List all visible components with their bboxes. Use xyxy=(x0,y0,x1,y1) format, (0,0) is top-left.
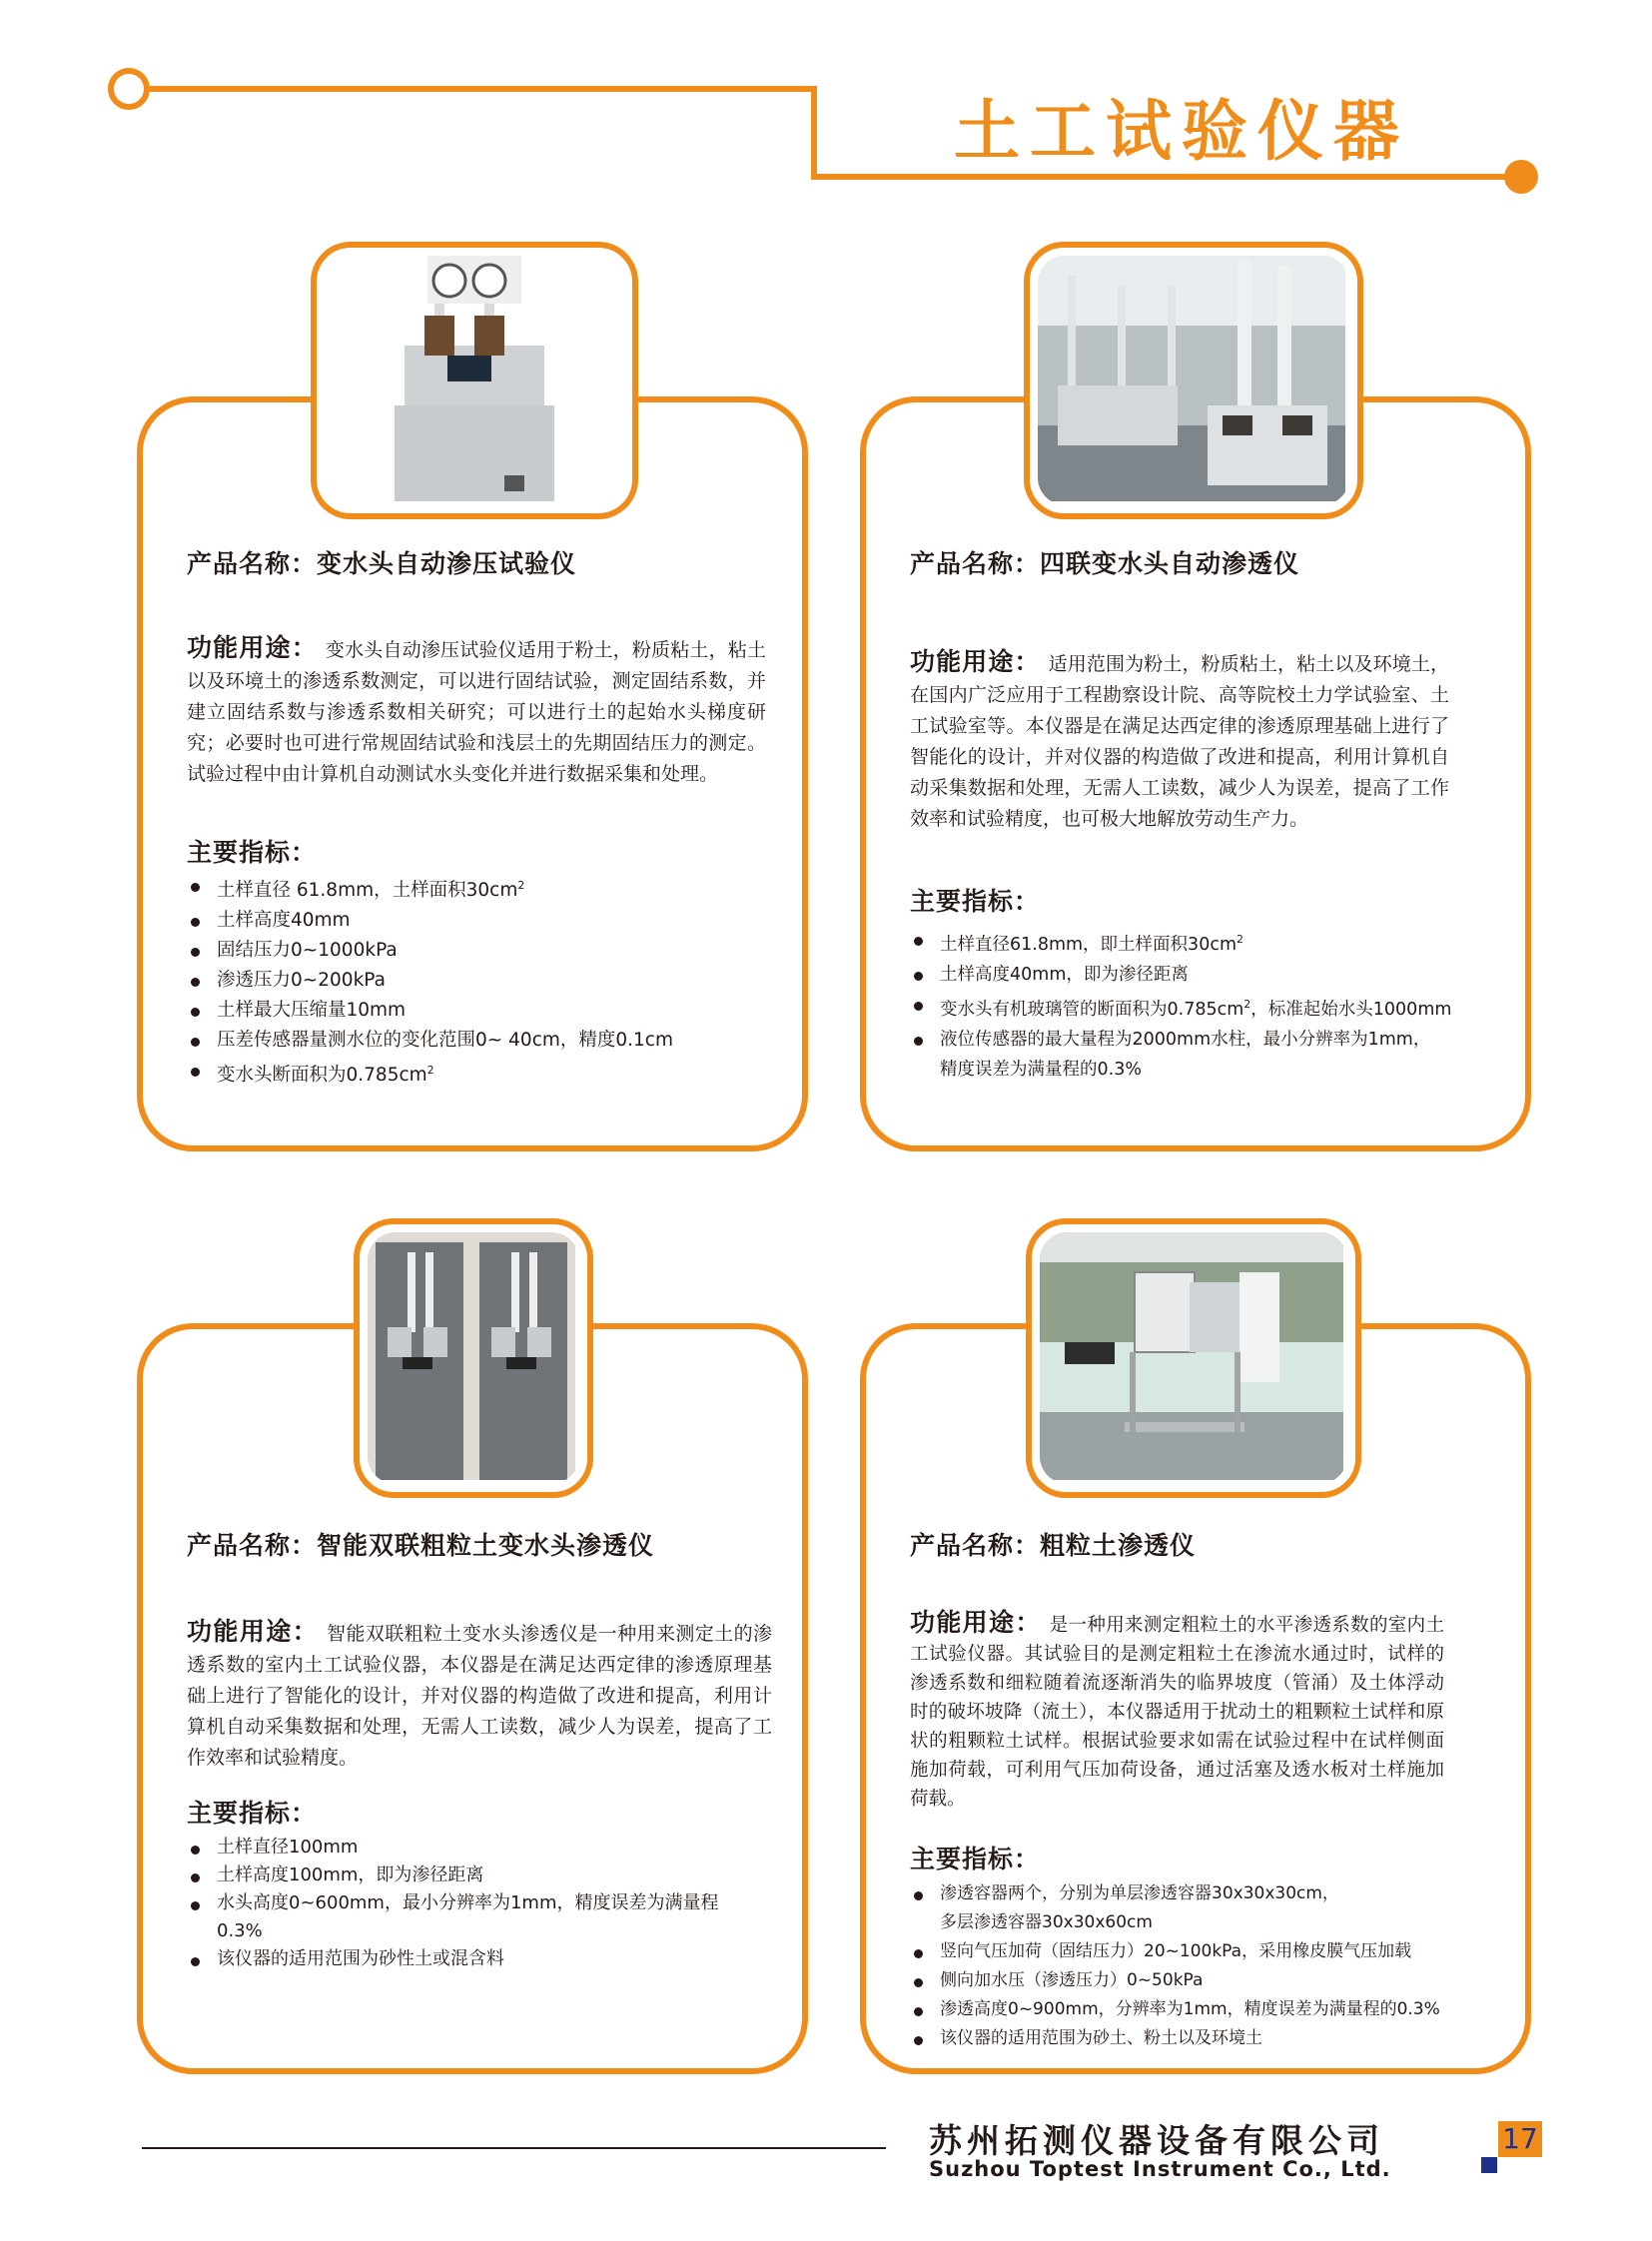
product-function-3 xyxy=(187,1616,772,1774)
header-ring-icon xyxy=(108,68,150,110)
page-number: 17 xyxy=(1498,2121,1542,2157)
specs-list-4 xyxy=(910,1879,1509,2053)
header-line-vertical xyxy=(811,86,817,180)
specs-list-3 xyxy=(187,1834,776,1973)
function-label-4: 功能用途： xyxy=(910,1608,1042,1637)
spec-item: 土样直径100mm xyxy=(187,1834,776,1862)
spec-item: 竖向气压加荷（固结压力）20~100kPa，采用橡皮膜气压加载 xyxy=(910,1937,1509,1966)
spec-item: 固结压力0~1000kPa xyxy=(187,936,776,966)
spec-item: 土样高度40mm，即为渗径距离 xyxy=(910,960,1509,990)
product-photo-2 xyxy=(1038,256,1349,505)
product-name-1: 产品名称：变水头自动渗压试验仪 xyxy=(187,549,577,578)
spec-item: 土样直径 61.8mm，土样面积$30cm^2$ xyxy=(187,871,776,906)
product-name-3: 产品名称：智能双联粗粒土变水头渗透仪 xyxy=(187,1531,655,1560)
spec-item: 渗透容器两个，分别为单层渗透容器30x30x30cm， 多层渗透容器30x30x60cm xyxy=(910,1879,1509,1937)
spec-item: 该仪器的适用范围为砂土、粉土以及环境土 xyxy=(910,2024,1509,2053)
page-marker-icon xyxy=(1481,2157,1497,2173)
specs-title-2: 主要指标： xyxy=(910,887,1041,916)
product-photo-frame-4 xyxy=(1026,1218,1361,1498)
company-name-cn: 苏州拓测仪器设备有限公司 xyxy=(929,2121,1384,2160)
function-label-2: 功能用途： xyxy=(910,647,1041,676)
specs-title-4: 主要指标： xyxy=(910,1845,1041,1873)
specs-list-2 xyxy=(910,925,1509,1085)
function-text-1: 变水头自动渗压试验仪适用于粉土，粉质粘土，粘土以及环境土的渗透系数测定，可以进行固结试验，测定固结系数，并建立固结系数与渗透系数相关研究；可以进行土的起始水头梯度研究；必要时也可进行常规固结试验和浅层土的先期固结压力的测定。试验过程中由计算机自动测试水头变化并进行数据采集和处理。 xyxy=(187,639,766,785)
spec-item: 渗透压力0~200kPa xyxy=(187,966,776,996)
spec-item: 变水头断面积为$0.785cm^2$ xyxy=(187,1056,776,1091)
spec-item: 水头高度0~600mm，最小分辨率为1mm，精度误差为满量程 0.3% xyxy=(187,1889,776,1945)
product-function-1 xyxy=(187,632,766,790)
spec-item: 土样直径61.8mm，即土样面积$30cm^2$ xyxy=(910,925,1509,960)
spec-item: 变水头有机玻璃管的断面积为$0.785cm^2$，标准起始水头1000mm xyxy=(910,990,1509,1025)
header-line-top xyxy=(150,86,814,92)
product-name-2: 产品名称：四联变水头自动渗透仪 xyxy=(910,549,1300,578)
product-photo-1 xyxy=(325,256,624,505)
product-name-4: 产品名称：粗粒土渗透仪 xyxy=(910,1531,1197,1560)
spec-item: 土样高度40mm xyxy=(187,906,776,936)
company-name-en: Suzhou Toptest Instrument Co., Ltd. xyxy=(929,2157,1391,2181)
product-function-2 xyxy=(910,646,1449,835)
product-photo-frame-1 xyxy=(311,242,638,519)
product-photo-frame-2 xyxy=(1024,242,1363,519)
product-photo-frame-3 xyxy=(354,1218,593,1498)
spec-item: 压差传感器量测水位的变化范围0~ 40cm，精度0.1cm xyxy=(187,1026,776,1056)
header-dot-icon xyxy=(1504,160,1538,194)
function-label-3: 功能用途： xyxy=(187,1617,320,1646)
spec-item: 液位传感器的最大量程为2000mm水柱，最小分辨率为1mm， 精度误差为满量程的0.3% xyxy=(910,1025,1509,1085)
spec-item: 土样高度100mm，即为渗径距离 xyxy=(187,1862,776,1889)
function-text-2: 适用范围为粉土，粉质粘土，粘土以及环境土，在国内广泛应用于工程勘察设计院、高等院校土力学试验室、土工试验室等。本仪器是在满足达西定律的渗透原理基础上进行了智能化的设计，并对仪器的构造做了改进和提高，利用计算机自动采集数据和处理，无需人工读数，减少人为误差，提高了工作效率和试验精度，也可极大地解放劳动生产力。 xyxy=(910,653,1449,830)
specs-list-1 xyxy=(187,871,776,1091)
spec-item: 侧向加水压（渗透压力）0~50kPa xyxy=(910,1966,1509,1995)
function-text-3: 智能双联粗粒土变水头渗透仪是一种用来测定土的渗透系数的室内土工试验仪器，本仪器是在满足达西定律的渗透原理基础上进行了智能化的设计，并对仪器的构造做了改进和提高，利用计算机自动采集数据和处理，无需人工读数，减少人为误差，提高了工作效率和试验精度。 xyxy=(187,1623,772,1769)
page-title: 土工试验仪器 xyxy=(954,93,1409,170)
product-function-4 xyxy=(910,1608,1444,1814)
spec-item: 该仪器的适用范围为砂性土或混含料 xyxy=(187,1945,776,1973)
specs-title-3: 主要指标： xyxy=(187,1799,318,1828)
product-photo-4 xyxy=(1040,1232,1347,1484)
spec-item: 渗透高度0~900mm，分辨率为1mm，精度误差为满量程的0.3% xyxy=(910,1995,1509,2024)
function-label-1: 功能用途： xyxy=(187,633,318,662)
spec-item: 土样最大压缩量10mm xyxy=(187,996,776,1026)
header-line-bottom xyxy=(811,174,1510,180)
specs-title-1: 主要指标： xyxy=(187,838,318,867)
function-text-4: 是一种用来测定粗粒土的水平渗透系数的室内土工试验仪器。其试验目的是测定粗粒土在渗流水通过时，试样的渗透系数和细粒随着流逐渐消失的临界坡度（管涌）及土体浮动时的破坏坡降（流土），本仪器适用于扰动土的粗颗粒土试样和原状的粗颗粒土试样。根据试验要求如需在试验过程中在试样侧面施加荷载，可利用气压加荷设备，通过活塞及透水板对土样施加荷载。 xyxy=(910,1615,1444,1810)
product-photo-3 xyxy=(368,1232,579,1484)
footer-rule xyxy=(142,2147,886,2149)
